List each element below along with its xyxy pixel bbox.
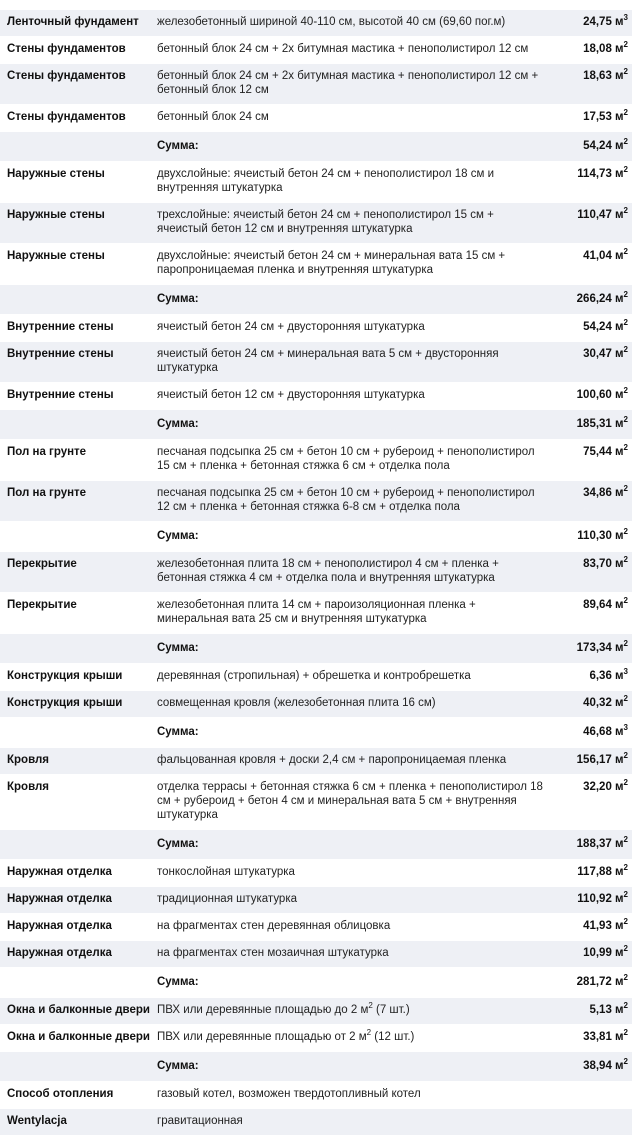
sum-label: Сумма: bbox=[150, 410, 550, 440]
table-row bbox=[0, 105, 632, 132]
description-main: ячеистый бетон 24 см + двусторонняя штукатурка bbox=[157, 321, 425, 333]
value-number: 54,24 м bbox=[583, 140, 624, 152]
unit-superscript: 2 bbox=[623, 165, 628, 174]
description-text bbox=[150, 1025, 550, 1052]
sum-row bbox=[0, 410, 632, 440]
sum-label: Сумма: bbox=[150, 830, 550, 860]
unit-superscript: 2 bbox=[623, 863, 628, 872]
description-main: ячеистый бетон 12 см + двусторонняя штукатурка bbox=[157, 389, 425, 401]
description-main: деревянная (стропильная) + обрешетка и контробрешетка bbox=[157, 670, 471, 682]
unit-superscript: 2 bbox=[623, 206, 628, 215]
unit-superscript: 2 bbox=[623, 415, 628, 424]
area-value bbox=[550, 664, 632, 691]
unit-superscript: 3 bbox=[623, 667, 628, 676]
unit-superscript: 3 bbox=[623, 13, 628, 22]
table-row bbox=[0, 941, 632, 968]
description-text bbox=[150, 914, 550, 941]
value-number: 110,47 м bbox=[577, 209, 624, 221]
sum-value bbox=[550, 1052, 632, 1082]
description-main: отделка террасы + бетонная стяжка 6 см + пленка + пенополистирол 18 см + рубероид + бетон 4 см и минеральная вата 5 см + внутренняя штукатурка bbox=[157, 781, 543, 821]
description-text bbox=[150, 775, 550, 830]
unit-superscript: 2 bbox=[623, 247, 628, 256]
category-label: Пол на грунте bbox=[0, 440, 150, 481]
spec-table-body bbox=[0, 10, 632, 1136]
value-number: 173,34 м bbox=[576, 642, 624, 654]
table-row bbox=[0, 162, 632, 203]
description-text bbox=[150, 162, 550, 203]
unit-superscript: 2 bbox=[623, 386, 628, 395]
category-label: Wentylacja bbox=[0, 1109, 150, 1136]
description-main: песчаная подсыпка 25 см + бетон 10 см + рубероид + пенополистирол 15 см + пленка + бетонная стяжка 6 см + отделка пола bbox=[157, 446, 535, 472]
sum-label: Сумма: bbox=[150, 522, 550, 552]
table-row bbox=[0, 914, 632, 941]
description-text bbox=[150, 1082, 550, 1109]
sum-value bbox=[550, 132, 632, 162]
table-row bbox=[0, 887, 632, 914]
description-tail: (12 шт.) bbox=[371, 1031, 415, 1043]
table-row bbox=[0, 64, 632, 105]
category-label: Ленточный фундамент bbox=[0, 10, 150, 37]
description-main: ПВХ или деревянные площадью до 2 м bbox=[157, 1004, 369, 1016]
value-number: 266,24 м bbox=[576, 293, 624, 305]
area-value bbox=[550, 203, 632, 244]
category-label: Стены фундаментов bbox=[0, 105, 150, 132]
area-value bbox=[550, 440, 632, 481]
value-number: 38,94 м bbox=[583, 1060, 624, 1072]
category-label: Наружные стены bbox=[0, 244, 150, 285]
unit-superscript: 2 bbox=[623, 527, 628, 536]
value-number: 188,37 м bbox=[576, 838, 624, 850]
empty-cell bbox=[0, 968, 150, 998]
table-row bbox=[0, 1025, 632, 1052]
category-label: Кровля bbox=[0, 775, 150, 830]
description-main: на фрагментах стен мозаичная штукатурка bbox=[157, 947, 389, 959]
unit-superscript: 2 bbox=[623, 694, 628, 703]
sum-value bbox=[550, 968, 632, 998]
table-row bbox=[0, 748, 632, 775]
table-row bbox=[0, 1109, 632, 1136]
description-text bbox=[150, 998, 550, 1025]
description-text bbox=[150, 383, 550, 410]
value-number: 33,81 м bbox=[583, 1031, 624, 1043]
sum-row bbox=[0, 634, 632, 664]
area-value bbox=[550, 1082, 632, 1109]
value-number: 46,68 м bbox=[583, 726, 624, 738]
table-row bbox=[0, 664, 632, 691]
unit-superscript: 2 bbox=[623, 778, 628, 787]
area-value bbox=[550, 748, 632, 775]
table-row bbox=[0, 691, 632, 718]
value-number: 6,36 м bbox=[589, 670, 624, 682]
category-label: Стены фундаментов bbox=[0, 37, 150, 64]
sum-value bbox=[550, 634, 632, 664]
description-main: двухслойные: ячеистый бетон 24 см + минеральная вата 15 см + паропроницаемая пленка и внутренняя штукатурка bbox=[157, 250, 506, 276]
category-label: Наружные стены bbox=[0, 162, 150, 203]
unit-superscript: 2 bbox=[623, 1057, 628, 1066]
description-main: фальцованная кровля + доски 2,4 см + паропроницаемая пленка bbox=[157, 754, 507, 766]
empty-cell bbox=[0, 718, 150, 748]
category-label: Конструкция крыши bbox=[0, 691, 150, 718]
sum-value bbox=[550, 410, 632, 440]
category-label: Наружная отделка bbox=[0, 887, 150, 914]
area-value bbox=[550, 244, 632, 285]
description-main: газовый котел, возможен твердотопливный котел bbox=[157, 1088, 421, 1100]
description-text bbox=[150, 440, 550, 481]
area-value bbox=[550, 998, 632, 1025]
sum-row bbox=[0, 718, 632, 748]
value-number: 40,32 м bbox=[583, 697, 624, 709]
category-label: Перекрытие bbox=[0, 593, 150, 634]
unit-superscript: 2 bbox=[623, 917, 628, 926]
description-main: двухслойные: ячеистый бетон 24 см + пенополистирол 18 см и внутренняя штукатурка bbox=[157, 168, 495, 194]
value-number: 18,08 м bbox=[583, 43, 624, 55]
description-text bbox=[150, 342, 550, 383]
value-number: 75,44 м bbox=[583, 446, 624, 458]
unit-superscript: 2 bbox=[623, 1028, 628, 1037]
value-number: 41,04 м bbox=[583, 250, 624, 262]
description-text bbox=[150, 481, 550, 522]
unit-superscript: 2 bbox=[623, 40, 628, 49]
area-value bbox=[550, 593, 632, 634]
description-main: ПВХ или деревянные площадью от 2 м bbox=[157, 1031, 367, 1043]
value-number: 54,24 м bbox=[583, 321, 624, 333]
value-number: 117,88 м bbox=[577, 866, 624, 878]
description-text bbox=[150, 37, 550, 64]
category-label: Конструкция крыши bbox=[0, 664, 150, 691]
description-main: железобетонный шириной 40-110 см, высотой 40 см (69,60 пог.м) bbox=[157, 16, 506, 28]
category-label: Окна и балконные двери bbox=[0, 998, 150, 1025]
table-row bbox=[0, 37, 632, 64]
unit-superscript: 2 bbox=[623, 67, 628, 76]
unit-superscript: 2 bbox=[623, 137, 628, 146]
empty-cell bbox=[0, 410, 150, 440]
description-text bbox=[150, 315, 550, 342]
description-main: песчаная подсыпка 25 см + бетон 10 см + рубероид + пенополистирол 12 см + пленка + бетонная стяжка 6-8 см + отделка пола bbox=[157, 487, 535, 513]
table-row bbox=[0, 552, 632, 593]
table-row bbox=[0, 593, 632, 634]
value-number: 281,72 м bbox=[576, 976, 624, 988]
description-main: железобетонная плита 18 см + пенополистирол 4 см + пленка + бетонная стяжка 4 см + отделка пола и внутренняя штукатурка bbox=[157, 558, 499, 584]
description-main: бетонный блок 24 см + 2x битумная мастика + пенополистирол 12 см + бетонный блок 12 см bbox=[157, 70, 539, 96]
sum-row bbox=[0, 968, 632, 998]
unit-superscript: 2 bbox=[623, 944, 628, 953]
area-value bbox=[550, 941, 632, 968]
category-label: Внутренние стены bbox=[0, 383, 150, 410]
area-value bbox=[550, 775, 632, 830]
value-number: 24,75 м bbox=[583, 16, 624, 28]
description-main: бетонный блок 24 см + 2x битумная мастика + пенополистирол 12 см bbox=[157, 43, 529, 55]
value-number: 110,30 м bbox=[577, 530, 624, 542]
sum-label: Сумма: bbox=[150, 285, 550, 315]
area-value bbox=[550, 914, 632, 941]
empty-cell bbox=[0, 634, 150, 664]
description-text bbox=[150, 860, 550, 887]
sum-row bbox=[0, 132, 632, 162]
area-value bbox=[550, 342, 632, 383]
empty-cell bbox=[0, 830, 150, 860]
description-text bbox=[150, 244, 550, 285]
category-label: Внутренние стены bbox=[0, 342, 150, 383]
description-main: ячеистый бетон 24 см + минеральная вата 5 см + двусторонняя штукатурка bbox=[157, 348, 499, 374]
category-label: Способ отопления bbox=[0, 1082, 150, 1109]
category-label: Наружная отделка bbox=[0, 914, 150, 941]
category-label: Наружные стены bbox=[0, 203, 150, 244]
area-value bbox=[550, 1109, 632, 1136]
value-number: 156,17 м bbox=[576, 754, 624, 766]
sum-value bbox=[550, 285, 632, 315]
unit-superscript: 2 bbox=[623, 890, 628, 899]
category-label: Наружная отделка bbox=[0, 941, 150, 968]
description-main: на фрагментах стен деревянная облицовка bbox=[157, 920, 391, 932]
unit-superscript: 2 bbox=[623, 484, 628, 493]
value-number: 41,93 м bbox=[583, 920, 624, 932]
area-value bbox=[550, 552, 632, 593]
category-label: Окна и балконные двери bbox=[0, 1025, 150, 1052]
table-row bbox=[0, 775, 632, 830]
description-tail: (7 шт.) bbox=[372, 1004, 410, 1016]
area-value bbox=[550, 860, 632, 887]
description-main: трехслойные: ячеистый бетон 24 см + пенополистирол 15 см + ячеистый бетон 12 см и внутренняя штукатурка bbox=[157, 209, 494, 235]
table-row bbox=[0, 10, 632, 37]
description-text bbox=[150, 941, 550, 968]
description-text bbox=[150, 203, 550, 244]
value-number: 30,47 м bbox=[583, 348, 624, 360]
value-number: 114,73 м bbox=[577, 168, 624, 180]
value-number: 18,63 м bbox=[583, 70, 624, 82]
value-number: 34,86 м bbox=[583, 487, 624, 499]
area-value bbox=[550, 162, 632, 203]
description-main: совмещенная кровля (железобетонная плита 16 см) bbox=[157, 697, 436, 709]
unit-superscript: 2 bbox=[623, 751, 628, 760]
area-value bbox=[550, 105, 632, 132]
unit-superscript: 2 bbox=[623, 973, 628, 982]
table-row bbox=[0, 998, 632, 1025]
value-number: 32,20 м bbox=[583, 781, 624, 793]
category-label: Кровля bbox=[0, 748, 150, 775]
sum-label: Сумма: bbox=[150, 132, 550, 162]
category-label: Внутренние стены bbox=[0, 315, 150, 342]
table-row bbox=[0, 383, 632, 410]
description-text bbox=[150, 664, 550, 691]
value-number: 89,64 м bbox=[583, 599, 624, 611]
unit-superscript: 2 bbox=[623, 639, 628, 648]
unit-superscript: 2 bbox=[623, 555, 628, 564]
table-row bbox=[0, 244, 632, 285]
description-text bbox=[150, 552, 550, 593]
description-superscript: 2 bbox=[366, 1028, 372, 1037]
value-number: 83,70 м bbox=[583, 558, 624, 570]
sum-row bbox=[0, 830, 632, 860]
value-number: 110,92 м bbox=[577, 893, 624, 905]
area-value bbox=[550, 64, 632, 105]
unit-superscript: 2 bbox=[623, 835, 628, 844]
value-number: 5,13 м bbox=[589, 1004, 624, 1016]
empty-cell bbox=[0, 1052, 150, 1082]
value-number: 10,99 м bbox=[583, 947, 624, 959]
description-main: тонкослойная штукатурка bbox=[157, 866, 295, 878]
unit-superscript: 2 bbox=[623, 443, 628, 452]
description-text bbox=[150, 748, 550, 775]
table-row bbox=[0, 481, 632, 522]
description-superscript: 2 bbox=[368, 1001, 373, 1010]
area-value bbox=[550, 691, 632, 718]
description-text bbox=[150, 105, 550, 132]
unit-superscript: 2 bbox=[623, 596, 628, 605]
description-text bbox=[150, 10, 550, 37]
empty-cell bbox=[0, 132, 150, 162]
table-row bbox=[0, 315, 632, 342]
sum-value bbox=[550, 522, 632, 552]
sum-value bbox=[550, 830, 632, 860]
sum-label: Сумма: bbox=[150, 718, 550, 748]
area-value bbox=[550, 315, 632, 342]
sum-row bbox=[0, 1052, 632, 1082]
building-specification-table bbox=[0, 10, 632, 1136]
sum-label: Сумма: bbox=[150, 968, 550, 998]
description-main: гравитационная bbox=[157, 1115, 243, 1127]
value-number: 17,53 м bbox=[583, 111, 624, 123]
sum-row bbox=[0, 522, 632, 552]
category-label: Перекрытие bbox=[0, 552, 150, 593]
description-text bbox=[150, 593, 550, 634]
description-main: бетонный блок 24 см bbox=[157, 111, 269, 123]
sum-row bbox=[0, 285, 632, 315]
table-row bbox=[0, 440, 632, 481]
category-label: Наружная отделка bbox=[0, 860, 150, 887]
value-number: 185,31 м bbox=[576, 418, 624, 430]
table-row bbox=[0, 860, 632, 887]
value-number: 100,60 м bbox=[576, 389, 624, 401]
description-text bbox=[150, 1109, 550, 1136]
empty-cell bbox=[0, 285, 150, 315]
area-value bbox=[550, 1025, 632, 1052]
description-text bbox=[150, 691, 550, 718]
table-row bbox=[0, 203, 632, 244]
empty-cell bbox=[0, 522, 150, 552]
area-value bbox=[550, 887, 632, 914]
unit-superscript: 2 bbox=[623, 108, 628, 117]
area-value bbox=[550, 10, 632, 37]
category-label: Пол на грунте bbox=[0, 481, 150, 522]
category-label: Стены фундаментов bbox=[0, 64, 150, 105]
sum-label: Сумма: bbox=[150, 1052, 550, 1082]
area-value bbox=[550, 481, 632, 522]
area-value bbox=[550, 37, 632, 64]
description-main: железобетонная плита 14 см + пароизоляционная пленка + минеральная вата 25 см и внутренняя штукатурка bbox=[157, 599, 476, 625]
unit-superscript: 2 bbox=[623, 290, 628, 299]
unit-superscript: 2 bbox=[623, 318, 628, 327]
unit-superscript: 2 bbox=[623, 1001, 628, 1010]
sum-value bbox=[550, 718, 632, 748]
area-value bbox=[550, 383, 632, 410]
table-row bbox=[0, 1082, 632, 1109]
sum-label: Сумма: bbox=[150, 634, 550, 664]
unit-superscript: 3 bbox=[623, 723, 628, 732]
description-main: традиционная штукатурка bbox=[157, 893, 298, 905]
table-row bbox=[0, 342, 632, 383]
unit-superscript: 2 bbox=[623, 345, 628, 354]
description-text bbox=[150, 887, 550, 914]
description-text bbox=[150, 64, 550, 105]
